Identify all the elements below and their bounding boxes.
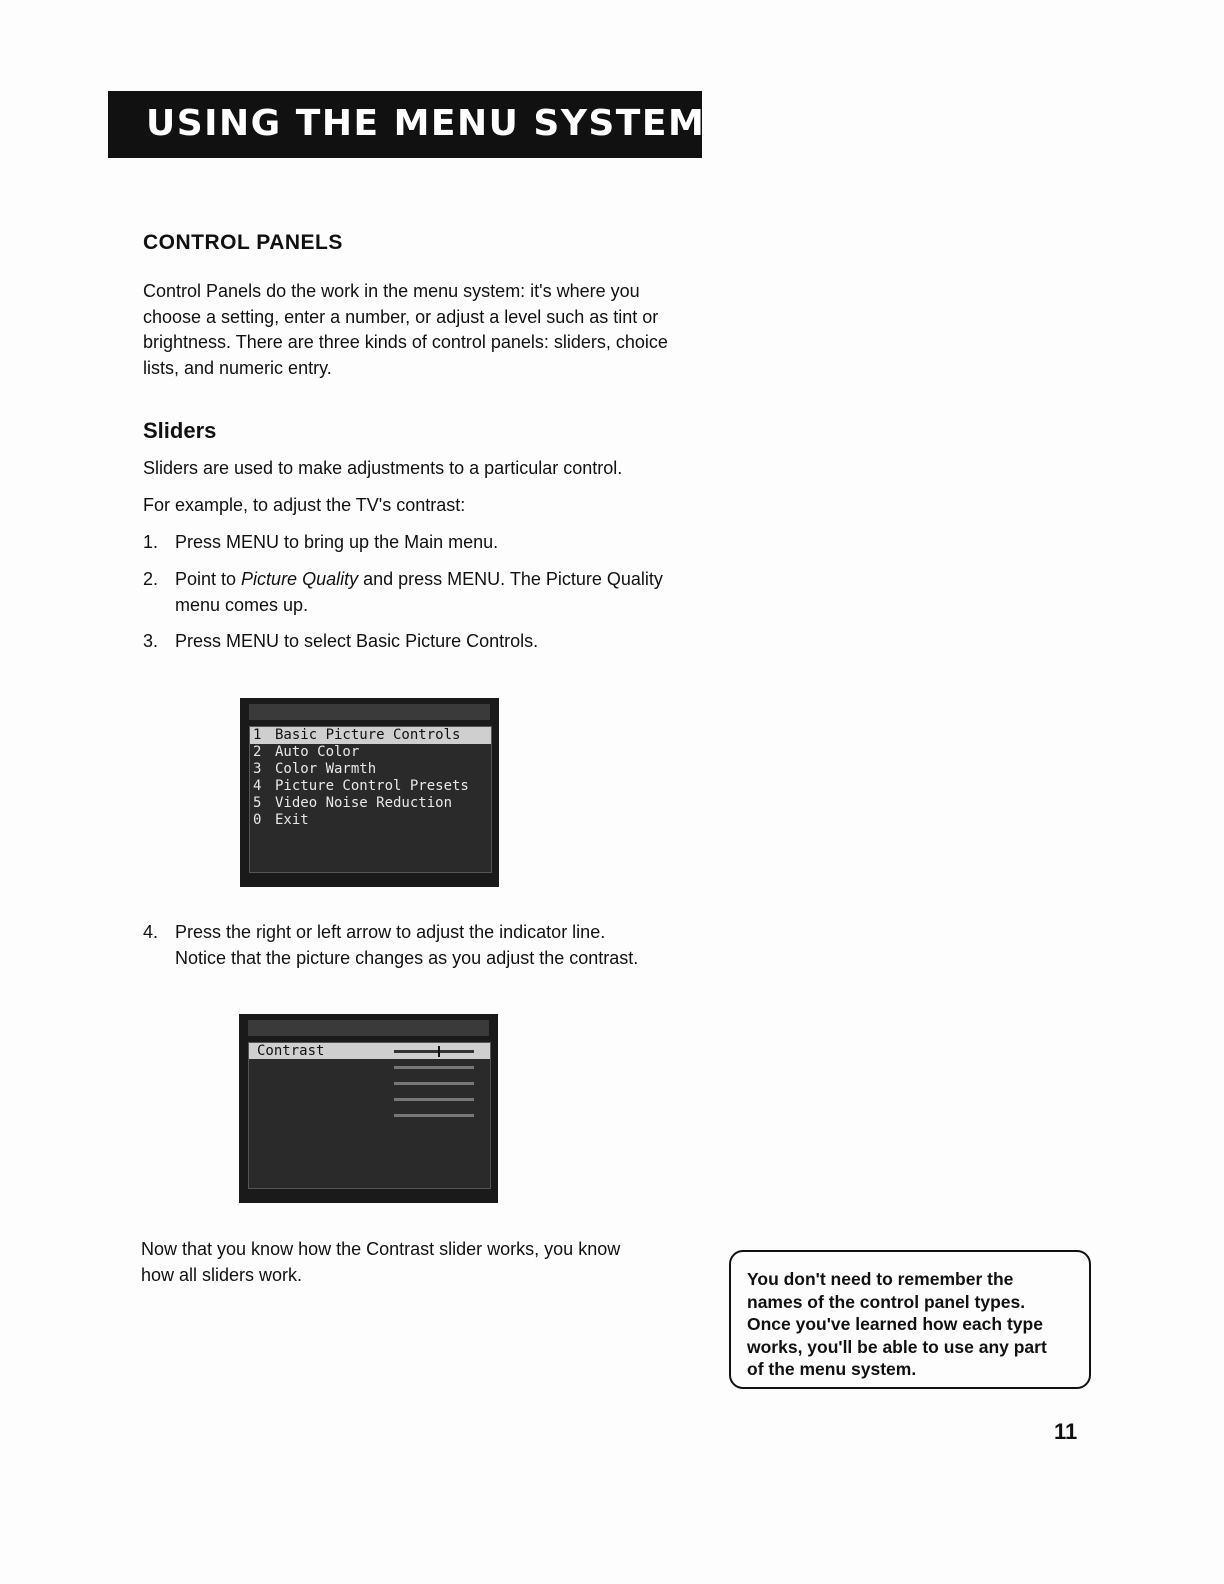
tip-line: works, you'll be able to use any part (747, 1336, 1047, 1357)
slider-track (394, 1082, 474, 1085)
tip-box (729, 1250, 1091, 1389)
menu-item-exit[interactable] (250, 812, 491, 829)
page-number: 11 (1054, 1419, 1078, 1444)
menu-item-basic-picture-controls[interactable] (250, 727, 491, 744)
slider-row[interactable] (249, 1107, 490, 1123)
menu-item-number: 4 (253, 778, 262, 794)
menu-item-label: Auto Color (275, 744, 360, 760)
step-2 (143, 567, 703, 618)
closing-line: Now that you know how the Contrast slider works, you know (141, 1239, 621, 1259)
step-4 (143, 920, 703, 971)
sliders-description: Sliders are used to make adjustments to a particular control. (143, 458, 623, 478)
menu-item-picture-control-presets[interactable] (250, 778, 491, 795)
step-text: Press MENU to bring up the Main menu. (175, 532, 499, 552)
menu-item-number: 3 (253, 761, 262, 777)
menu-item-label: Video Noise Reduction (275, 795, 453, 811)
step-emphasis: Picture Quality (241, 569, 359, 589)
closing-line: how all sliders work. (141, 1264, 303, 1285)
menu-item-video-noise-reduction[interactable] (250, 795, 491, 812)
menu-item-label: Picture Control Presets (275, 778, 469, 794)
slider-row[interactable] (249, 1123, 490, 1139)
menu-item-number: 2 (253, 744, 262, 760)
step-text-post: and press MENU. The Picture Quality (358, 569, 663, 589)
intro-line: Control Panels do the work in the menu system: it's where you (143, 281, 640, 301)
slider-list (248, 1042, 491, 1189)
intro-line: brightness. There are three kinds of control panels: sliders, choice (143, 332, 668, 352)
slider-track[interactable] (394, 1050, 474, 1053)
menu-item-number: 0 (253, 812, 262, 828)
slider-row[interactable] (249, 1059, 490, 1075)
page-title: USING THE MENU SYSTEM (146, 103, 706, 144)
menu-item-auto-color[interactable] (250, 744, 491, 761)
example-intro: For example, to adjust the TV's contrast: (143, 495, 466, 515)
slider-track (394, 1066, 474, 1069)
menu-item-label: Exit (275, 812, 309, 828)
contrast-screenshot (239, 1014, 498, 1203)
step-text: Press MENU to select Basic Picture Controls. (175, 631, 539, 651)
slider-row[interactable] (249, 1091, 490, 1107)
tip-text (747, 1268, 1077, 1381)
intro-paragraph (143, 279, 713, 381)
intro-line: lists, and numeric entry. (143, 357, 332, 378)
step-3 (143, 629, 703, 655)
step-text-pre: Point to (175, 569, 242, 589)
menu-screenshot (240, 698, 499, 887)
menu-item-color-warmth[interactable] (250, 761, 491, 778)
menu-item-label: Color Warmth (275, 761, 377, 777)
intro-line: choose a setting, enter a number, or adjust a level such as tint or (143, 306, 659, 327)
header-banner (108, 91, 706, 158)
step-text (175, 567, 703, 593)
step-text: Press the right or left arrow to adjust the indicator line. (175, 922, 606, 942)
step-number: 1. (143, 532, 159, 552)
slider-row[interactable] (249, 1075, 490, 1091)
step-number: 3. (143, 631, 159, 651)
screen-title-bar (249, 704, 490, 720)
slider-track (394, 1098, 474, 1101)
menu-item-number: 5 (253, 795, 262, 811)
closing-paragraph (141, 1237, 681, 1288)
menu-item-number: 1 (253, 727, 262, 743)
sliders-heading: Sliders (143, 418, 217, 443)
step-number: 2. (143, 569, 159, 589)
slider-label: Contrast (257, 1043, 325, 1059)
screen-title-bar (248, 1020, 489, 1036)
slider-track (394, 1114, 474, 1117)
step-number: 4. (143, 922, 159, 942)
step-text-line2: Notice that the picture changes as you adjust the contrast. (175, 947, 639, 968)
slider-indicator[interactable] (438, 1046, 440, 1057)
step-1 (143, 530, 703, 556)
section-heading: CONTROL PANELS (143, 231, 343, 254)
contrast-slider[interactable] (249, 1043, 490, 1059)
menu-item-label: Basic Picture Controls (275, 727, 461, 743)
step-text-line2: menu comes up. (175, 594, 309, 615)
menu-list (249, 726, 492, 873)
tip-line: of the menu system. (747, 1359, 917, 1379)
tip-line: names of the control panel types. (747, 1291, 1026, 1312)
tip-line: Once you've learned how each type (747, 1314, 1043, 1334)
tip-line: You don't need to remember the (747, 1269, 1014, 1289)
